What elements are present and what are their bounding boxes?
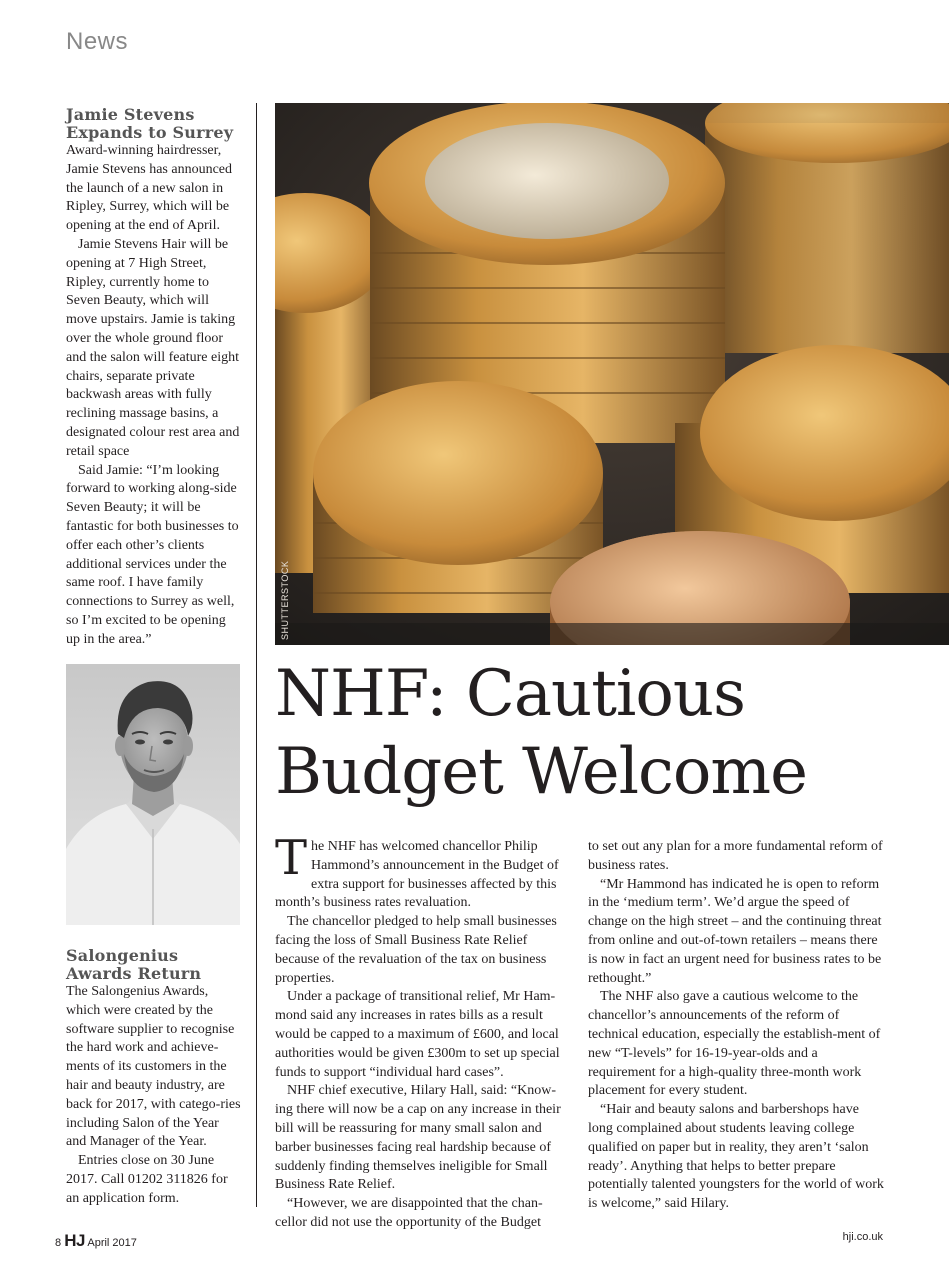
jamie-stevens-portrait (66, 664, 240, 925)
coins-hero-image (275, 103, 949, 645)
paragraph: Under a package of transitional relief, Mr Ham-mond said any increases in rates bills as a result would be capped to a maximum of £600, and local authorities would be given £300m to set up special funds to support “individual hard cases”. (275, 989, 560, 1080)
paragraph: “Hair and beauty salons and barbershops have long complained about students leaving college qualified on paper but in reality, they aren’t ‘salon ready’. Anything that helps to better prepare potentially talented youngsters for the world of work is welcome,” said Hilary. (588, 1102, 884, 1212)
magazine-logo: HJ (64, 1231, 85, 1250)
sidebar-story-title: Salongenius Awards Return (66, 946, 202, 983)
article-column-2 (588, 838, 884, 1214)
paragraph: NHF chief executive, Hilary Hall, said: “Know-ing there will now be a cap on any increase in their bill will be reassuring for many small salon and barber businesses facing real hardship because of suddenly finding themselves ineligible for Small Business Rate Relief. (275, 1083, 561, 1193)
issue-date: April 2017 (87, 1237, 137, 1249)
website-url: hji.co.uk (842, 1231, 883, 1243)
section-label: News (66, 28, 129, 55)
paragraph: The NHF also gave a cautious welcome to the chancellor’s announcements of the reform of technical education, especially the establish-ment of new “T-levels” for 16-19-year-olds and a requirement for a high-quality three-month work placement for every student. (588, 989, 881, 1099)
sidebar-story-body (66, 142, 241, 650)
paragraph: he NHF has welcomed chancellor Philip Hammond’s announcement in the Budget of extra support for businesses affected by this month’s business rates revaluation. (275, 839, 559, 911)
drop-cap: T (275, 830, 308, 886)
paragraph: Jamie Stevens Hair will be opening at 7 High Street, Ripley, currently home to Seven Beauty, which will move upstairs. Jamie is taking over the whole ground floor and the salon will feature eight chairs, separate private backwash areas with fully reclining massage basins, a designated colour rest area and retail space (66, 236, 240, 459)
sidebar-story-jamie-stevens (66, 106, 241, 650)
paragraph: The chancellor pledged to help small businesses facing the loss of Small Business Rate Relief because of the revaluation of the tax on business properties. (275, 914, 557, 986)
paragraph: Award-winning hairdresser, Jamie Stevens has announced the launch of a new salon in Ripley, Surrey, which will be opening at the end of April. (66, 143, 233, 234)
sidebar-story-salongenius (66, 947, 241, 1209)
column-divider (256, 103, 257, 1207)
paragraph: Said Jamie: “I’m looking forward to working along-side Seven Beauty; it will be fantastic for both businesses to offer each other’s clients additional services under the same roof. I have family connections to Surrey as well, so I’m excited to be opening up in the area.” (66, 462, 239, 647)
page-number: 8 (55, 1237, 62, 1249)
paragraph: Entries close on 30 June 2017. Call 01202 311826 for an application form. (66, 1153, 228, 1206)
paragraph: to set out any plan for a more fundamental reform of business rates. (588, 839, 883, 873)
sidebar-story-body (66, 983, 241, 1209)
sidebar-story-title: Jamie Stevens Expands to Surrey (66, 105, 234, 142)
photo-credit: SHUTTERSTOCK (280, 560, 290, 640)
paragraph: “However, we are disappointed that the chan-cellor did not use the opportunity of the Budget (275, 1196, 543, 1230)
footer-folio (55, 1231, 137, 1251)
paragraph: The Salongenius Awards, which were created by the software supplier to recognise the hard work and achieve-ments of its customers in the hair and beauty industry, are back for 2017, with catego-ries including Salon of the Year and Manager of the Year. (66, 984, 241, 1150)
paragraph: “Mr Hammond has indicated he is open to reform in the ‘medium term’. We’d argue the speed of change on the high street – and the continuing threat from online and out-of-town retailers – means there is now in fact an urgent need for business rates to be rethought.” (588, 876, 882, 986)
footer-website (843, 1231, 883, 1243)
article-headline: NHF: Cautious Budget Welcome (275, 657, 807, 809)
article-column-1 (275, 830, 571, 1233)
